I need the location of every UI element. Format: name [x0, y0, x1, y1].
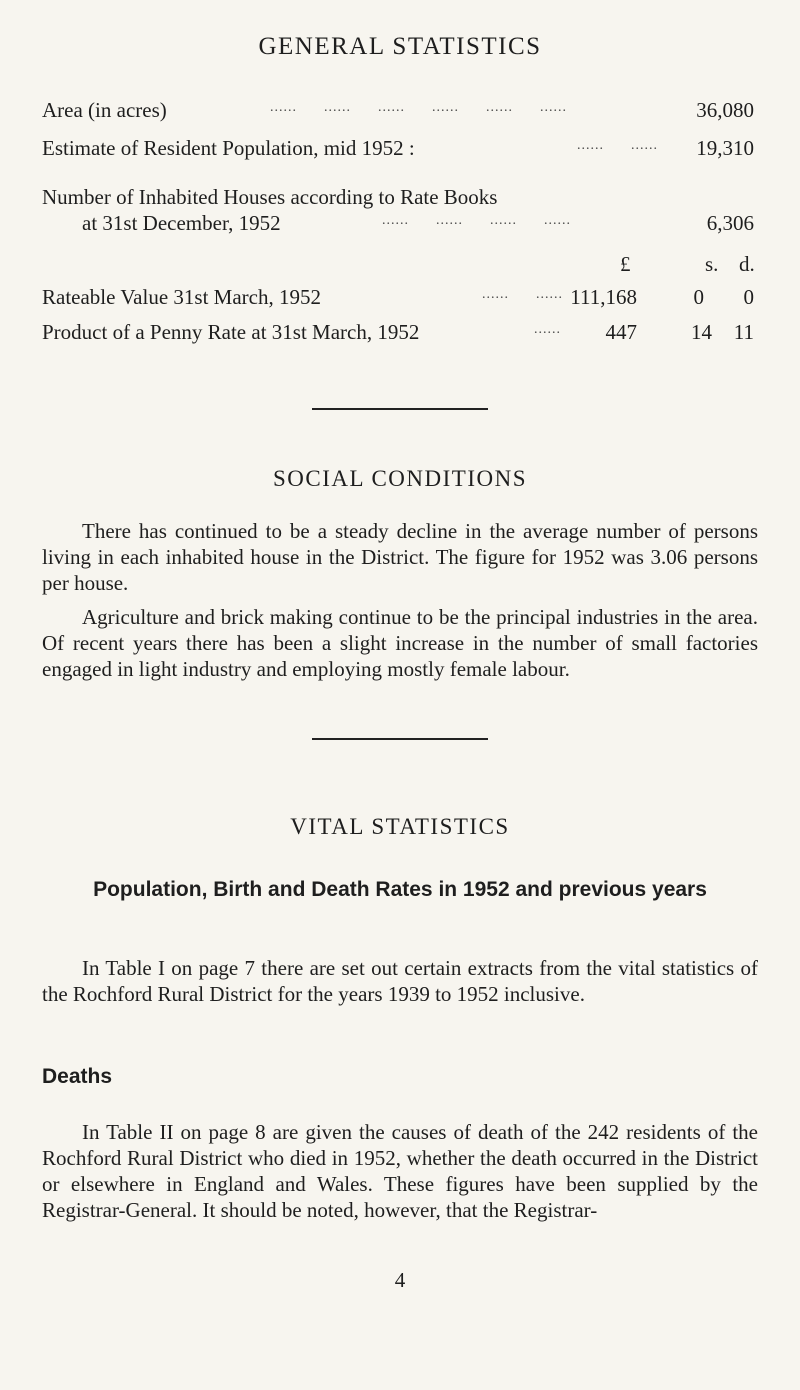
population-label: Estimate of Resident Population, mid 1952 :	[42, 136, 415, 160]
social-paragraph-1: There has continued to be a steady decline in the average number of persons living in each inhabited house in the District. The figure for 1952 was 3.06 persons per house.	[42, 519, 758, 595]
penny-rate-shillings: 14	[691, 320, 712, 344]
penny-rate-label: Product of a Penny Rate at 31st March, 1952	[42, 320, 420, 344]
general-statistics-title: GENERAL STATISTICS	[258, 33, 542, 60]
leader-dots: ......	[534, 322, 561, 337]
area-value: 36,080	[696, 98, 754, 122]
pence-header: d.	[739, 252, 755, 276]
houses-label-line2: at 31st December, 1952	[82, 211, 281, 235]
leader-dots: ...... ......	[482, 287, 563, 302]
leader-dots: ...... ...... ...... ...... ...... ......	[270, 100, 567, 115]
population-rates-paragraph: In Table I on page 7 there are set out certain extracts from the vital statistics of the Rochford Rural District for the years 1939 to 1952 inclusive.	[42, 956, 758, 1006]
rateable-shillings: 0	[693, 285, 704, 309]
population-row	[42, 133, 758, 163]
leader-dots: ...... ...... ...... ......	[382, 213, 571, 228]
population-rates-heading: Population, Birth and Death Rates in 1952 and previous years	[93, 878, 707, 901]
leader-dots: ...... ......	[577, 138, 658, 153]
social-paragraph-2: Agriculture and brick making continue to be the principal industries in the area. Of recent years there has been a slight increase in the number of small factories engaged in light industry and employing mostly female labour.	[42, 605, 758, 681]
area-row	[42, 95, 758, 125]
rateable-pounds: 111,168	[570, 285, 637, 309]
houses-label-line1: Number of Inhabited Houses according to Rate Books	[42, 185, 498, 209]
houses-row-line2	[42, 208, 758, 238]
penny-rate-pence: 11	[733, 320, 754, 344]
section-divider	[312, 738, 488, 740]
deaths-heading: Deaths	[42, 1065, 113, 1088]
currency-header-row	[42, 249, 758, 279]
population-value: 19,310	[696, 136, 754, 160]
vital-statistics-title: VITAL STATISTICS	[290, 814, 510, 839]
deaths-paragraph: In Table II on page 8 are given the causes of death of the 242 residents of the Rochford Rural District who died in 1952, whether the death occurred in the District or elsewhere in England and Wales. These figures have been supplied by the Registrar-General. It should be noted, however, that the Registrar-	[42, 1120, 758, 1222]
penny-rate-row	[42, 317, 758, 347]
rateable-row	[42, 282, 758, 312]
pounds-header: £	[620, 252, 631, 276]
shillings-header: s.	[705, 252, 719, 276]
penny-rate-pounds: 447	[605, 320, 637, 344]
rateable-label: Rateable Value 31st March, 1952	[42, 285, 321, 309]
page-number: 4	[394, 1268, 406, 1292]
area-label: Area (in acres)	[42, 98, 167, 122]
social-conditions-title: SOCIAL CONDITIONS	[272, 466, 527, 491]
section-divider	[312, 408, 488, 410]
rateable-pence: 0	[743, 285, 754, 309]
houses-value: 6,306	[706, 211, 754, 235]
